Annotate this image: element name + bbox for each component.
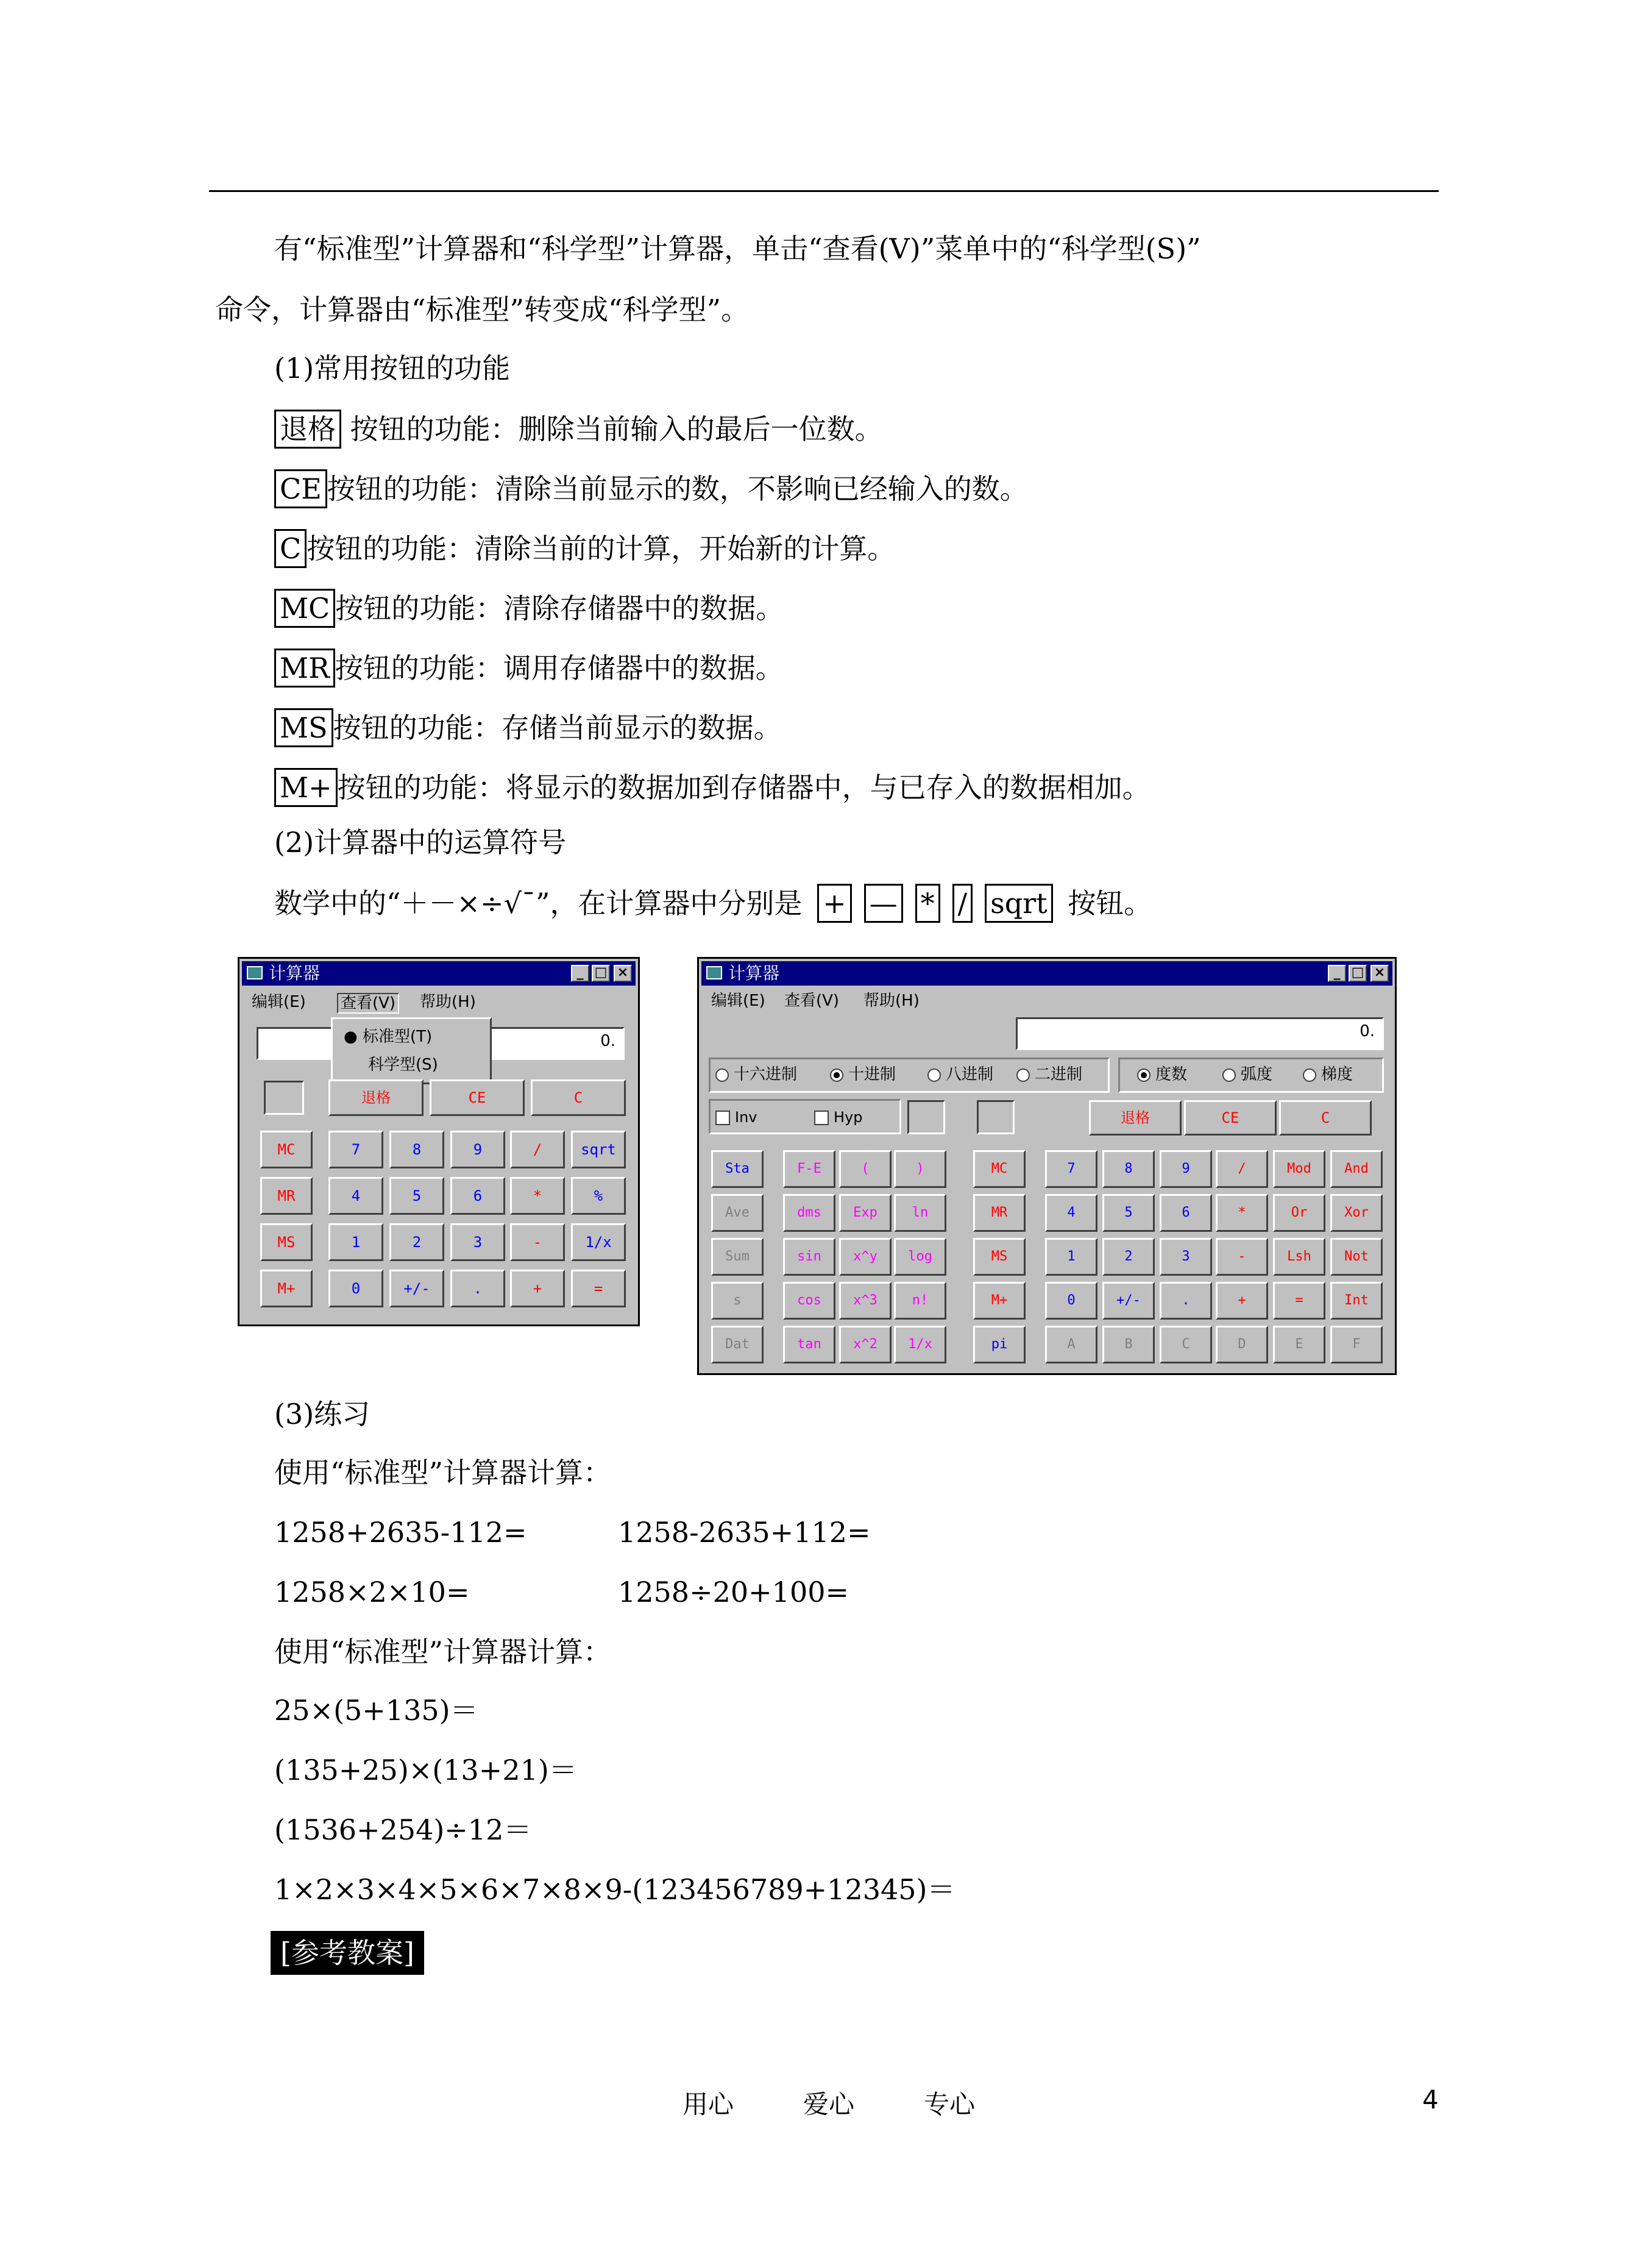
base-group (709, 1058, 1110, 1093)
button-function-line (274, 410, 883, 449)
operator-key-box: sqrt (985, 884, 1053, 923)
sci-3-button[interactable]: 3 (1160, 1238, 1212, 1276)
sci-s-button[interactable]: s (711, 1282, 764, 1320)
sci-f-e-button[interactable]: F-E (783, 1150, 835, 1188)
view-dropdown-menu (331, 1017, 492, 1084)
key-9-button[interactable]: 9 (450, 1131, 505, 1168)
scientific-calculator-window (697, 957, 1397, 1375)
sci-0-button[interactable]: 0 (1045, 1282, 1097, 1320)
exercise-2a: 1258×2×10= (274, 1576, 470, 1609)
sci-display: 0. (1016, 1017, 1384, 1050)
backspace-button[interactable]: 退格 (328, 1079, 424, 1116)
key-sign-button[interactable]: +/- (389, 1270, 444, 1307)
sci-8-button[interactable]: 8 (1102, 1150, 1155, 1188)
sci-6-button[interactable]: 6 (1160, 1194, 1212, 1232)
sci-square-button[interactable]: x^2 (839, 1326, 892, 1363)
std-titlebar (242, 961, 636, 986)
operator-suffix: 按钮。 (1068, 887, 1152, 920)
operator-key-box: — (864, 884, 903, 923)
sci-5-button[interactable]: 5 (1102, 1194, 1155, 1232)
checkbox-inv-box (715, 1111, 730, 1125)
radio-gradians-label: 梯度 (1321, 1065, 1353, 1084)
sci-sign-button[interactable]: +/- (1102, 1282, 1155, 1320)
sci-power-button[interactable]: x^y (839, 1238, 892, 1276)
std-display: 0. (257, 1027, 625, 1060)
radio-gradians[interactable] (1303, 1065, 1353, 1084)
menu-edit[interactable]: 编辑(E) (252, 993, 306, 1011)
maximize-button[interactable]: □ (1349, 965, 1367, 982)
checkbox-hyp[interactable] (814, 1108, 862, 1126)
button-function-line (274, 529, 895, 568)
radio-oct[interactable] (927, 1065, 993, 1084)
sci-ln-button[interactable]: ln (894, 1194, 946, 1232)
sci-ave-button[interactable]: Ave (711, 1194, 764, 1232)
sci-1-button[interactable]: 1 (1045, 1238, 1097, 1276)
ce-button[interactable]: CE (430, 1079, 525, 1116)
backspace-button[interactable]: 退格 (1089, 1100, 1182, 1136)
radio-dec[interactable] (830, 1065, 896, 1084)
sci-dat-button[interactable]: Dat (711, 1326, 764, 1363)
button-function-line (274, 768, 1150, 807)
sci-factorial-button[interactable]: n! (894, 1282, 946, 1320)
exercise-5: (1536+254)÷12＝ (274, 1813, 532, 1846)
sci-2-button[interactable]: 2 (1102, 1238, 1155, 1276)
radio-bin[interactable] (1016, 1065, 1082, 1084)
radio-hex[interactable] (715, 1065, 797, 1084)
button-function-desc: 按钮的功能：清除存储器中的数据。 (335, 592, 784, 625)
key-2-button[interactable]: 2 (389, 1223, 444, 1261)
sci-close-paren-button[interactable]: ) (894, 1150, 946, 1188)
sci-lsh-button[interactable]: Lsh (1273, 1238, 1325, 1276)
exercise-2b: 1258÷20+100= (618, 1576, 849, 1609)
radio-dec-dot (830, 1068, 843, 1082)
button-key-box: MS (274, 708, 333, 747)
button-function-line (274, 708, 782, 747)
radio-radians-label: 弧度 (1241, 1065, 1273, 1084)
menu-view[interactable]: 查看(V) (337, 993, 399, 1014)
radio-degrees[interactable] (1137, 1065, 1187, 1084)
radio-oct-label: 八进制 (946, 1065, 994, 1084)
section3-heading: (3)练习 (274, 1398, 370, 1431)
sci-open-paren-button[interactable]: ( (839, 1150, 892, 1188)
divide-button[interactable]: / (510, 1131, 565, 1168)
minimize-button[interactable]: _ (1328, 965, 1346, 982)
sci-decimal-button[interactable]: . (1160, 1282, 1212, 1320)
sci-titlebar (701, 961, 1392, 986)
operator-key-box: * (915, 884, 940, 923)
equals-button[interactable]: = (571, 1270, 626, 1307)
c-button[interactable]: C (1279, 1100, 1372, 1136)
button-key-box: 退格 (274, 410, 341, 449)
sci-ms-button[interactable]: MS (973, 1238, 1026, 1276)
sci-sum-button[interactable]: Sum (711, 1238, 764, 1276)
sci-exp-button[interactable]: Exp (839, 1194, 892, 1232)
sci-b-button[interactable]: B (1102, 1326, 1155, 1363)
menu-help[interactable]: 帮助(H) (863, 992, 920, 1010)
sci-divide-button[interactable]: / (1216, 1150, 1268, 1188)
radio-bin-dot (1016, 1068, 1030, 1082)
operator-mapping-line (274, 884, 1152, 923)
button-function-desc: 按钮的功能：删除当前输入的最后一位数。 (341, 413, 883, 446)
calculator-app-icon (247, 966, 263, 979)
sci-f-button[interactable]: F (1330, 1326, 1383, 1363)
section1-heading: (1)常用按钮的功能 (274, 352, 511, 385)
sci-int-button[interactable]: Int (1330, 1282, 1383, 1320)
key-4-button[interactable]: 4 (328, 1177, 383, 1215)
angle-group (1118, 1058, 1384, 1093)
footer-left: 用心 (682, 2089, 734, 2119)
section2-heading: (2)计算器中的运算符号 (274, 826, 567, 859)
radio-hex-dot (715, 1068, 729, 1082)
ms-button[interactable]: MS (260, 1223, 313, 1261)
key-5-button[interactable]: 5 (389, 1177, 444, 1215)
button-key-box: MC (274, 589, 335, 628)
exercise-instruction-2: 使用“标准型”计算器计算： (274, 1635, 612, 1668)
page-number: 4 (1422, 2085, 1439, 2114)
sci-reciprocal-button[interactable]: 1/x (894, 1326, 946, 1363)
c-button[interactable]: C (531, 1079, 626, 1116)
sci-and-button[interactable]: And (1330, 1150, 1383, 1188)
operator-key-box: / (952, 884, 973, 923)
sci-sta-button[interactable]: Sta (711, 1150, 764, 1188)
menu-edit[interactable]: 编辑(E) (711, 992, 765, 1010)
sci-c-button[interactable]: C (1160, 1326, 1212, 1363)
sci-e-button[interactable]: E (1273, 1326, 1325, 1363)
key-8-button[interactable]: 8 (389, 1131, 444, 1168)
radio-bin-label: 二进制 (1035, 1065, 1083, 1084)
minimize-button[interactable]: _ (571, 965, 589, 982)
sci-or-button[interactable]: Or (1273, 1194, 1325, 1232)
ce-button[interactable]: CE (1184, 1100, 1277, 1136)
sci-tan-button[interactable]: tan (783, 1326, 835, 1363)
checkbox-hyp-label: Hyp (834, 1109, 863, 1126)
key-3-button[interactable]: 3 (450, 1223, 505, 1261)
reference-heading (271, 1931, 424, 1975)
button-function-desc: 按钮的功能：调用存储器中的数据。 (335, 652, 784, 684)
exercise-1a: 1258+2635-112= (274, 1516, 527, 1549)
radio-oct-dot (927, 1068, 941, 1082)
parenthesis-indicator (907, 1100, 945, 1134)
minus-button[interactable]: - (510, 1223, 565, 1261)
checkbox-inv-label: Inv (735, 1109, 757, 1126)
key-0-button[interactable]: 0 (328, 1270, 383, 1307)
button-key-box: MR (274, 649, 335, 688)
button-function-line (274, 649, 784, 688)
key-percent-button[interactable]: % (571, 1177, 626, 1215)
exercise-1b: 1258-2635+112= (618, 1516, 871, 1549)
exercise-3: 25×(5+135)＝ (274, 1694, 478, 1727)
sci-mc-button[interactable]: MC (973, 1150, 1026, 1188)
checkbox-inv[interactable] (715, 1108, 757, 1126)
standard-calculator-window (238, 957, 640, 1326)
plus-button[interactable]: + (510, 1270, 565, 1307)
sci-7-button[interactable]: 7 (1045, 1150, 1097, 1188)
radio-dec-label: 十进制 (848, 1065, 896, 1084)
exercise-4: (135+25)×(13+21)＝ (274, 1754, 577, 1786)
memory-indicator (977, 1100, 1015, 1134)
menu-item-scientific[interactable]: 科学型(S) (368, 1056, 438, 1074)
sci-a-button[interactable]: A (1045, 1326, 1097, 1363)
key-7-button[interactable]: 7 (328, 1131, 383, 1168)
reference-label: [参考教案] (271, 1931, 424, 1975)
sci-minus-button[interactable]: - (1216, 1238, 1268, 1276)
radio-hex-label: 十六进制 (734, 1065, 798, 1084)
intro-line-2: 命令，计算器由“标准型”转变成“科学型”。 (215, 293, 750, 326)
menu-view[interactable]: 查看(V) (784, 992, 840, 1010)
button-key-box: M+ (274, 768, 338, 807)
sci-m--button[interactable]: M+ (973, 1282, 1026, 1320)
sci-title: 计算器 (728, 963, 780, 983)
maximize-button[interactable]: □ (592, 965, 610, 982)
operator-prefix: 数学中的“＋－×÷√¯”，在计算器中分别是 (274, 887, 803, 920)
button-key-box: C (274, 529, 307, 568)
intro-line-1: 有“标准型”计算器和“科学型”计算器，单击“查看(V)”菜单中的“科学型(S)” (274, 232, 1201, 265)
button-function-desc: 按钮的功能：存储当前显示的数据。 (333, 711, 782, 744)
sci-4-button[interactable]: 4 (1045, 1194, 1097, 1232)
key-reciprocal-button[interactable]: 1/x (571, 1223, 626, 1261)
checkbox-hyp-box (814, 1111, 829, 1125)
menu-item-standard[interactable]: ● 标准型(T) (344, 1028, 433, 1046)
calculator-app-icon (706, 966, 722, 979)
button-function-line (274, 469, 1028, 508)
button-function-desc: 按钮的功能：清除当前的计算，开始新的计算。 (307, 532, 896, 565)
key-1-button[interactable]: 1 (328, 1223, 383, 1261)
operator-key-box: + (817, 884, 852, 923)
sci-plus-button[interactable]: + (1216, 1282, 1268, 1320)
std-title: 计算器 (269, 963, 321, 983)
mc-button[interactable]: MC (260, 1131, 313, 1168)
key-sqrt-button[interactable]: sqrt (571, 1131, 626, 1168)
sci-pi-button[interactable]: pi (973, 1326, 1026, 1363)
m--button[interactable]: M+ (260, 1270, 313, 1307)
close-button[interactable]: × (1370, 965, 1389, 982)
sci-xor-button[interactable]: Xor (1330, 1194, 1383, 1232)
button-key-box: CE (274, 469, 327, 508)
sci-not-button[interactable]: Not (1330, 1238, 1383, 1276)
mr-button[interactable]: MR (260, 1177, 313, 1215)
sci-dms-button[interactable]: dms (783, 1194, 835, 1232)
inv-hyp-group (709, 1099, 901, 1134)
memory-indicator (264, 1081, 304, 1115)
button-function-line (274, 589, 784, 628)
sci-cos-button[interactable]: cos (783, 1282, 835, 1320)
radio-degrees-label: 度数 (1155, 1065, 1188, 1084)
sci-mod-button[interactable]: Mod (1273, 1150, 1325, 1188)
sci-cube-button[interactable]: x^3 (839, 1282, 892, 1320)
sci-9-button[interactable]: 9 (1160, 1150, 1212, 1188)
exercise-instruction-1: 使用“标准型”计算器计算： (274, 1456, 612, 1489)
radio-radians[interactable] (1222, 1065, 1272, 1084)
sci-log-button[interactable]: log (894, 1238, 946, 1276)
button-function-desc: 按钮的功能：将显示的数据加到存储器中，与已存入的数据相加。 (337, 771, 1150, 804)
button-function-desc: 按钮的功能：清除当前显示的数，不影响已经输入的数。 (327, 472, 1028, 505)
sci-multiply-button[interactable]: * (1216, 1194, 1268, 1232)
sci-sin-button[interactable]: sin (783, 1238, 835, 1276)
radio-gradians-dot (1303, 1068, 1316, 1082)
sci-mr-button[interactable]: MR (973, 1194, 1026, 1232)
footer-middle: 爱心 (803, 2089, 855, 2119)
radio-radians-dot (1222, 1068, 1236, 1082)
key-decimal-button[interactable]: . (450, 1270, 505, 1307)
sci-equals-button[interactable]: = (1273, 1282, 1325, 1320)
multiply-button[interactable]: * (510, 1177, 565, 1215)
header-rule (209, 190, 1439, 192)
exercise-6: 1×2×3×4×5×6×7×8×9-(123456789+12345)＝ (274, 1873, 956, 1906)
footer-right: 专心 (924, 2089, 976, 2119)
close-button[interactable]: × (614, 965, 632, 982)
radio-degrees-dot (1137, 1068, 1150, 1082)
key-6-button[interactable]: 6 (450, 1177, 505, 1215)
sci-d-button[interactable]: D (1216, 1326, 1268, 1363)
menu-help[interactable]: 帮助(H) (420, 993, 476, 1011)
